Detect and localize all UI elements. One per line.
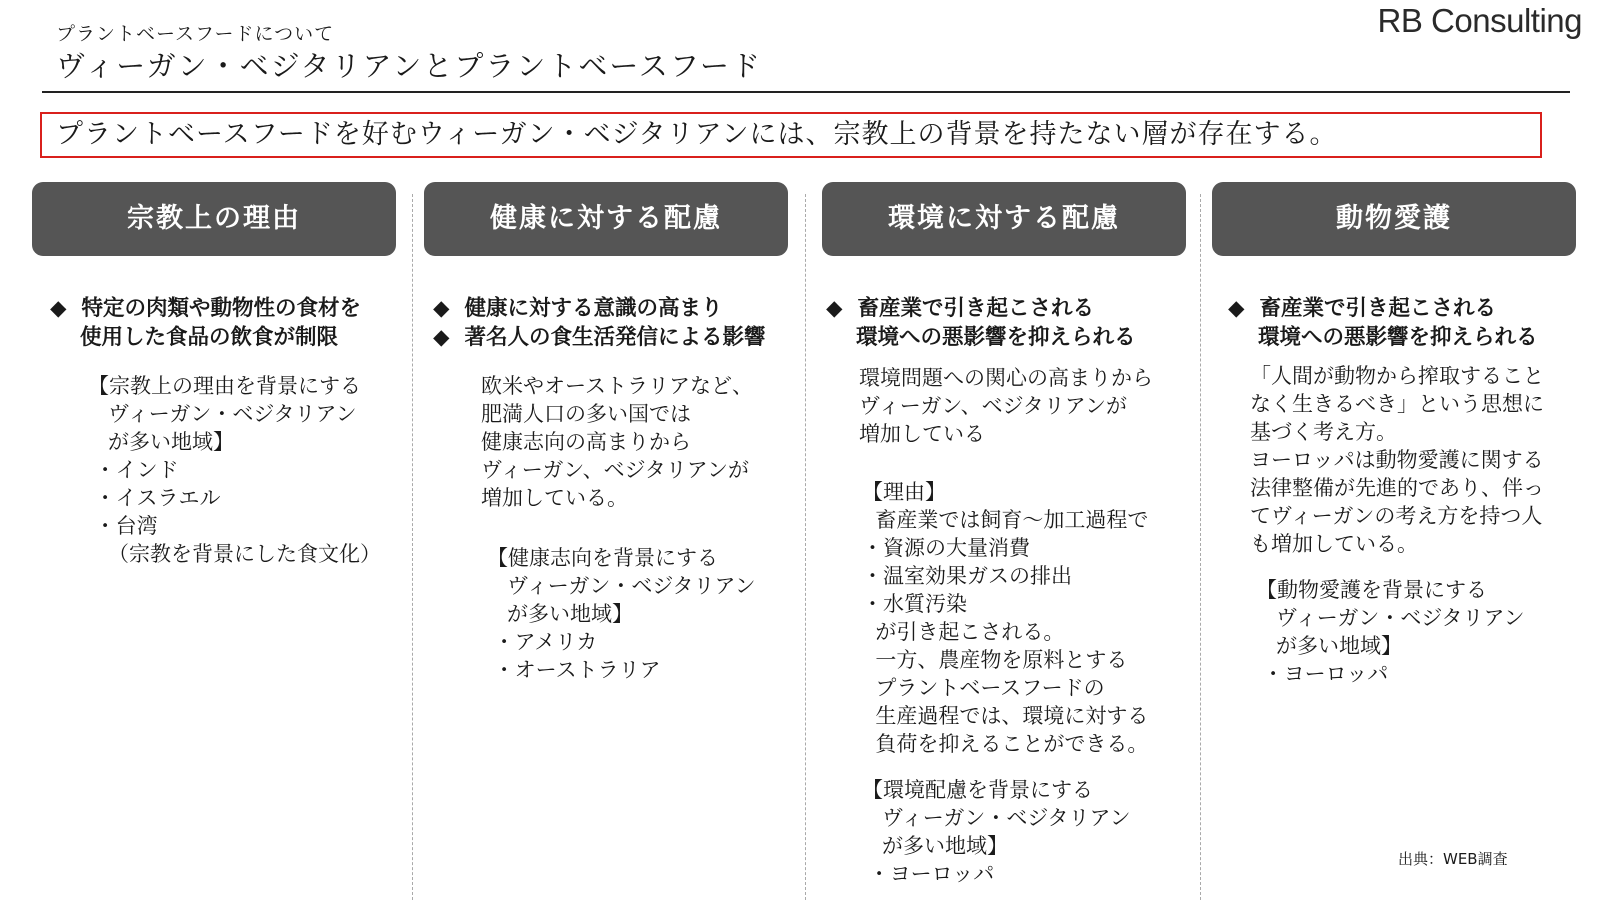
environment-bullets: ◆ 畜産業で引き起こされる 環境への悪影響を抑えられる: [826, 296, 1136, 350]
slide-title: ヴィーガン・ベジタリアンとプラントベースフード: [56, 49, 763, 83]
column-divider: [412, 194, 413, 900]
religion-bullets: ◆ 特定の肉類や動物性の食材を 使用した食品の飲食が制限: [50, 296, 362, 350]
environment-body: 環境問題への関心の高まりから ヴィーガン、ベジタリアンが 増加している: [859, 366, 1153, 446]
column-header-health: 健康に対する配慮: [424, 182, 788, 256]
animal-welfare-body: 「人間が動物から搾取すること なく生きるべき」という思想に 基づく考え方。 ヨーロッパは動物愛護に関する 法律整備が先進的であり、伴っ てヴィーガンの考え方を持つ人 も増加している。: [1250, 364, 1544, 556]
animal-welfare-regions: 【動物愛護を背景にする ヴィーガン・ベジタリアン が多い地域】 ・ヨーロッパ: [1256, 578, 1525, 686]
column-header-environment: 環境に対する配慮: [822, 182, 1186, 256]
health-regions: 【健康志向を背景にする ヴィーガン・ベジタリアン が多い地域】 ・アメリカ ・オーストラリア: [487, 546, 756, 682]
company-logo: RB Consulting: [1377, 2, 1582, 39]
column-header-religion: 宗教上の理由: [32, 182, 396, 256]
animal-welfare-bullets: ◆ 畜産業で引き起こされる 環境への悪影響を抑えられる: [1228, 296, 1538, 350]
column-divider: [805, 194, 806, 900]
environment-reasons: 【理由】 畜産業では飼育〜加工過程で ・資源の大量消費 ・温室効果ガスの排出 ・水質汚染 が引き起こされる。 一方、農産物を原料とする プラントベースフードの 生産過程では、環境に対する 負荷を抑えることができる。: [862, 480, 1149, 756]
religion-body: 【宗教上の理由を背景にする ヴィーガン・ベジタリアン が多い地域】 ・インド ・イスラエル ・台湾 （宗教を背景にした食文化）: [88, 374, 382, 566]
environment-regions: 【環境配慮を背景にする ヴィーガン・ベジタリアン が多い地域】 ・ヨーロッパ: [862, 778, 1131, 886]
key-message-callout: プラントベースフードを好むウィーガン・ベジタリアンには、宗教上の背景を持たない層が存在する。: [40, 112, 1542, 158]
source-note: 出典：WEB調査: [1398, 850, 1508, 868]
column-header-animal-welfare: 動物愛護: [1212, 182, 1576, 256]
health-bullets: ◆ 健康に対する意識の高まり ◆ 著名人の食生活発信による影響: [433, 296, 766, 350]
slide-subtitle: プラントベースフードについて: [56, 23, 335, 45]
column-divider: [1200, 194, 1201, 900]
title-divider: [42, 91, 1570, 93]
health-body: 欧米やオーストラリアなど、 肥満人口の多い国では 健康志向の高まりから ヴィーガン、ベジタリアンが 増加している。: [481, 374, 753, 510]
